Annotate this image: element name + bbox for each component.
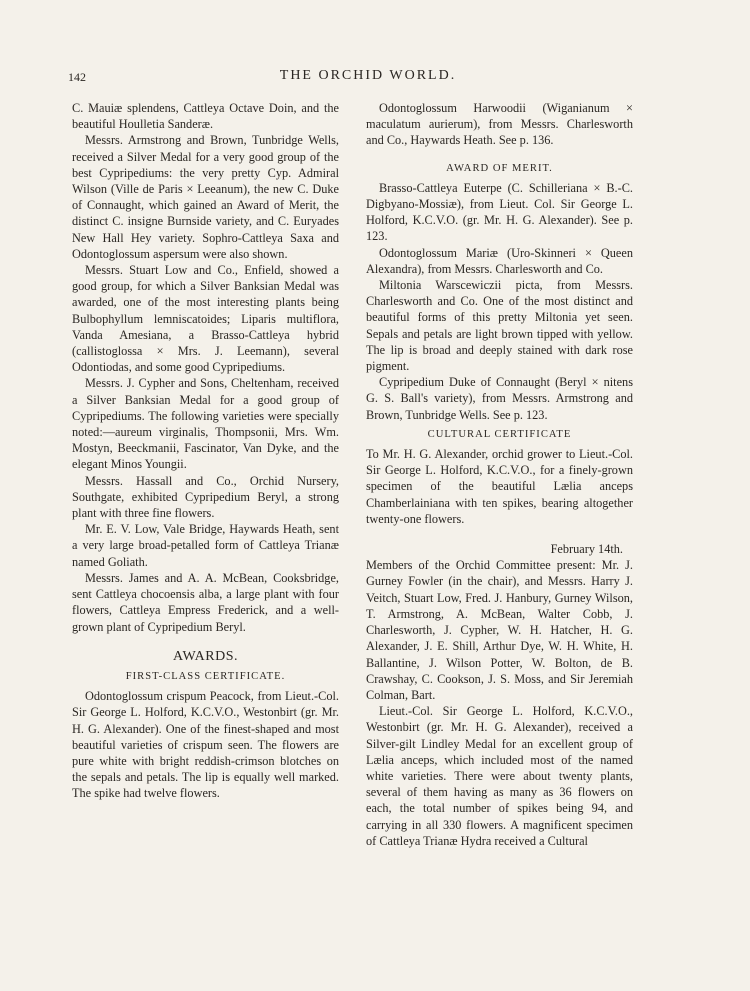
paragraph: Lieut.-Col. Sir George L. Holford, K.C.V.O., Westonbirt (gr. Mr. H. G. Alexander), received a Silver-gilt Lindley Medal for an excellent group of Lælia anceps, which included most of the named white varieties. There were about twenty plants, several of them having as many as 36 flowers on each, the total number of spikes being 94, and carrying in all 330 flowers. A magnificent specimen of Cattleya Trianæ Hydra received a Cultural [366, 704, 633, 848]
paragraph: Mr. E. V. Low, Vale Bridge, Haywards Heath, sent a very large broad-petalled form of Cattleya Trianæ named Goliath. [72, 522, 339, 569]
subheading-cultural-certificate: CULTURAL CERTIFICATE [427, 428, 572, 440]
subheading-award-of-merit: AWARD OF MERIT. [446, 162, 553, 174]
paragraph: Brasso-Cattleya Euterpe (C. Schilleriana × B.-C. Digbyano-Mossiæ), from Lieut. Col. Sir George L. Holford, K.C.V.O. (gr. Mr. H. G. Alexander). See p. 123. [366, 180, 633, 244]
paragraph: Miltonia Warscewiczii picta, from Messrs. Charlesworth and Co. One of the most distinct and beautiful forms of this pretty Miltonia yet seen. Sepals and petals are light brown tipped with yellow. The lip is broad and deeply stained with dark rose pigment. [366, 278, 633, 374]
paragraph: C. Mauiæ splendens, Cattleya Octave Doin, and the beautiful Houlletia Sanderæ. [72, 101, 339, 132]
paragraph: Messrs. Armstrong and Brown, Tunbridge Wells, received a Silver Medal for a very good group of the best Cypripediums: the very pretty Cyp. Admiral Wilson (Ville de Paris × Leeanum), the new C. Duke of Connaught, which gained an Award of Merit, the distinct C. insigne Burnside variety, and C. Euryades New Hall Hey variety. Sophro-Cattleya Saxa and Odontoglossum aspersum were also shown. [72, 133, 339, 261]
running-title: THE ORCHID WORLD. [279, 68, 457, 83]
section-heading-awards: AWARDS. [173, 648, 238, 664]
paragraph: Messrs. James and A. A. McBean, Cooksbridge, sent Cattleya chocoensis alba, a large plant with four flowers, Cattleya Empress Frederick, and a well-grown plant of Cypripedium Beryl. [72, 570, 339, 634]
paragraph: Members of the Orchid Committee present: Mr. J. Gurney Fowler (in the chair), and Messrs. Harry J. Veitch, Stuart Low, Fred. J. Hanbury, Gurney Wilson, T. Armstrong, A. McBean, Walter Cobb, J. Charlesworth, J. Cypher, W. H. Hatcher, H. G. Alexander, J. E. Shill, Arthur Dye, W. H. White, H. Ballantine, J. Wilson Potter, W. Bolton, de B. Crawshay, C. Cookson, J. S. Moss, and Sir Jeremiah Colman, Bart. [366, 558, 633, 702]
paragraph: Odontoglossum Harwoodii (Wiganianum × maculatum aurierum), from Messrs. Charlesworth and Co., Haywards Heath. See p. 136. [366, 101, 633, 148]
paragraph: Odontoglossum Mariæ (Uro-Skinneri × Queen Alexandra), from Messrs. Charlesworth and Co. [366, 245, 633, 276]
paragraph: To Mr. H. G. Alexander, orchid grower to Lieut.-Col. Sir George L. Holford, K.C.V.O., for a finely-grown specimen of the beautiful Lælia anceps Chamberlainiana with ten spikes, bearing altogether twenty-one flowers. [366, 447, 633, 526]
paragraph: Cypripedium Duke of Connaught (Beryl × nitens G. S. Ball's variety), from Messrs. Armstrong and Brown, Tunbridge Wells. See p. 123. [366, 375, 633, 422]
paragraph: Odontoglossum crispum Peacock, from Lieut.-Col. Sir George L. Holford, K.C.V.O., Westonbirt (gr. Mr. H. G. Alexander). One of the finest-shaped and most beautiful varieties of crispum seen. The flowers are pure white with bright reddish-crimson blotches on the sepals and petals. The lip is equally well marked. The spike had twelve flowers. [72, 689, 339, 801]
paragraph: Messrs. Stuart Low and Co., Enfield, showed a good group, for which a Silver Banksian Medal was awarded, one of the most interesting plants being Bulbophyllum lemniscatoides; Liparis multiflora, Vanda Amesiana, a Brasso-Cattleya hybrid (callistoglossa × Mrs. J. Leemann), several Odontiodas, and some good Cypripediums. [72, 263, 339, 375]
dateline: February 14th. [550, 542, 623, 557]
page-number: 142 [68, 70, 86, 84]
left-column [72, 100, 339, 802]
page-header [68, 64, 668, 86]
paragraph: Messrs. Hassall and Co., Orchid Nursery, Southgate, exhibited Cypripedium Beryl, a strong plant with three fine flowers. [72, 473, 339, 521]
subheading-first-class-certificate: FIRST-CLASS CERTIFICATE. [125, 670, 286, 682]
paragraph: Messrs. J. Cypher and Sons, Cheltenham, received a Silver Banksian Medal for a good group of Cypripediums. The following varieties were specially noted:—aureum virginalis, Thompsonii, Mrs. Wm. Mostyn, Beeckmanii, Fascinator, Van Dyke, and the elegant Minos Youngii. [72, 376, 339, 472]
right-column [366, 100, 633, 849]
